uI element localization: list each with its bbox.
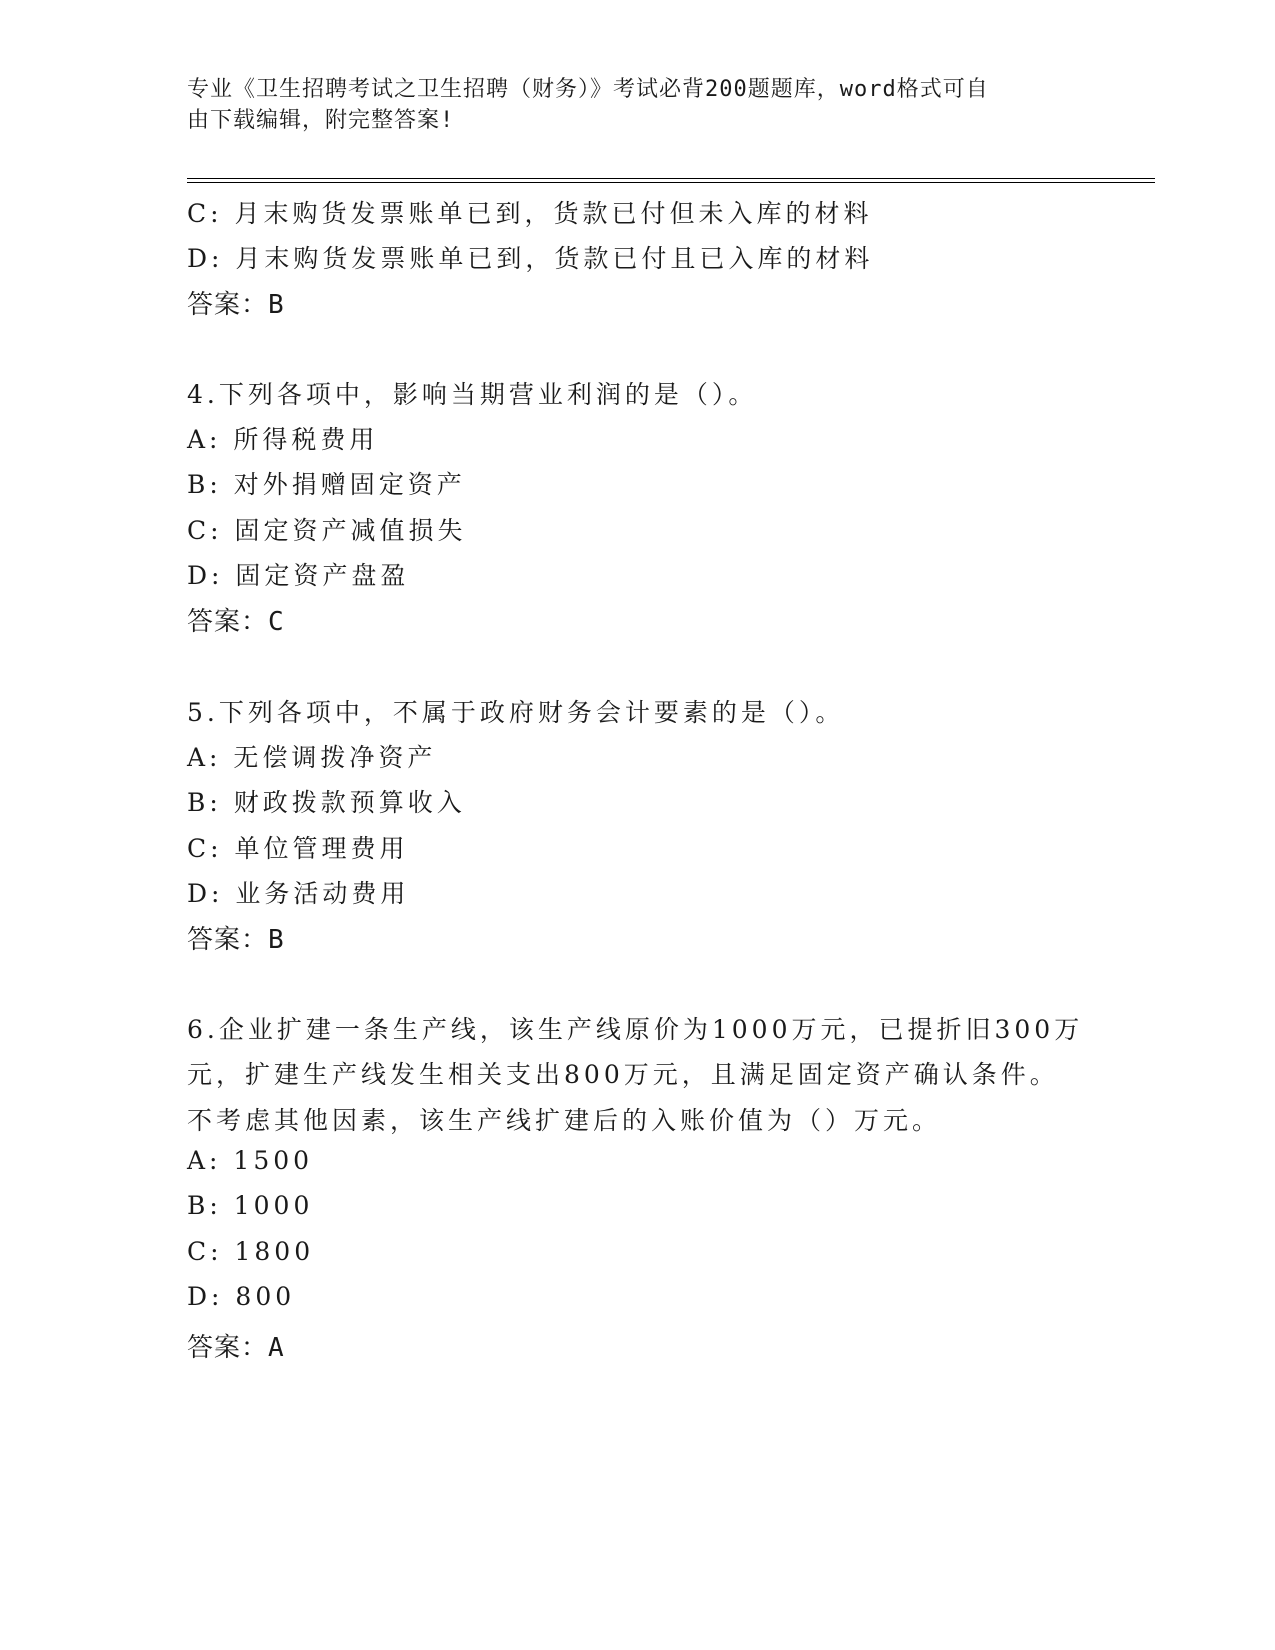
q5-option-c: C: 单位管理费用 — [187, 834, 409, 863]
q4-option-b: B: 对外捐赠固定资产 — [187, 470, 466, 499]
header-divider-top — [187, 178, 1155, 179]
header-divider-bottom — [187, 182, 1155, 183]
q4-answer: 答案：C — [187, 607, 285, 637]
q6-option-b: B: 1000 — [187, 1191, 314, 1220]
q4-option-c: C: 固定资产减值损失 — [187, 516, 467, 545]
q5-stem: 5.下列各项中，不属于政府财务会计要素的是（）。 — [187, 698, 845, 727]
header-line-1: 专业《卫生招聘考试之卫生招聘（财务）》考试必背200题题库，word格式可自 — [187, 77, 989, 102]
q6-stem-line-2: 元，扩建生产线发生相关支出800万元，且满足固定资产确认条件。 — [187, 1060, 1059, 1089]
q3-answer: 答案：B — [187, 290, 285, 320]
q6-option-d: D: 800 — [187, 1282, 296, 1311]
q6-stem-line-1: 6.企业扩建一条生产线，该生产线原价为1000万元，已提折旧300万 — [187, 1015, 1084, 1044]
q6-stem-line-3: 不考虑其他因素，该生产线扩建后的入账价值为（）万元。 — [187, 1106, 942, 1135]
q4-option-a: A: 所得税费用 — [187, 425, 379, 454]
q6-option-a: A: 1500 — [187, 1146, 314, 1175]
q3-option-c: C: 月末购货发票账单已到，货款已付但未入库的材料 — [187, 199, 873, 228]
header-line-2: 由下载编辑，附完整答案! — [187, 108, 455, 133]
q5-option-a: A: 无偿调拨净资产 — [187, 743, 437, 772]
q6-option-c: C: 1800 — [187, 1237, 315, 1266]
q5-option-d: D: 业务活动费用 — [187, 879, 410, 908]
q3-option-d: D: 月末购货发票账单已到，货款已付且已入库的材料 — [187, 244, 874, 273]
q5-option-b: B: 财政拨款预算收入 — [187, 788, 466, 817]
q4-option-d: D: 固定资产盘盈 — [187, 561, 410, 590]
q4-stem: 4.下列各项中，影响当期营业利润的是（）。 — [187, 380, 758, 409]
document-header — [187, 74, 1067, 136]
q5-answer: 答案：B — [187, 925, 285, 955]
q6-answer: 答案：A — [187, 1333, 285, 1363]
